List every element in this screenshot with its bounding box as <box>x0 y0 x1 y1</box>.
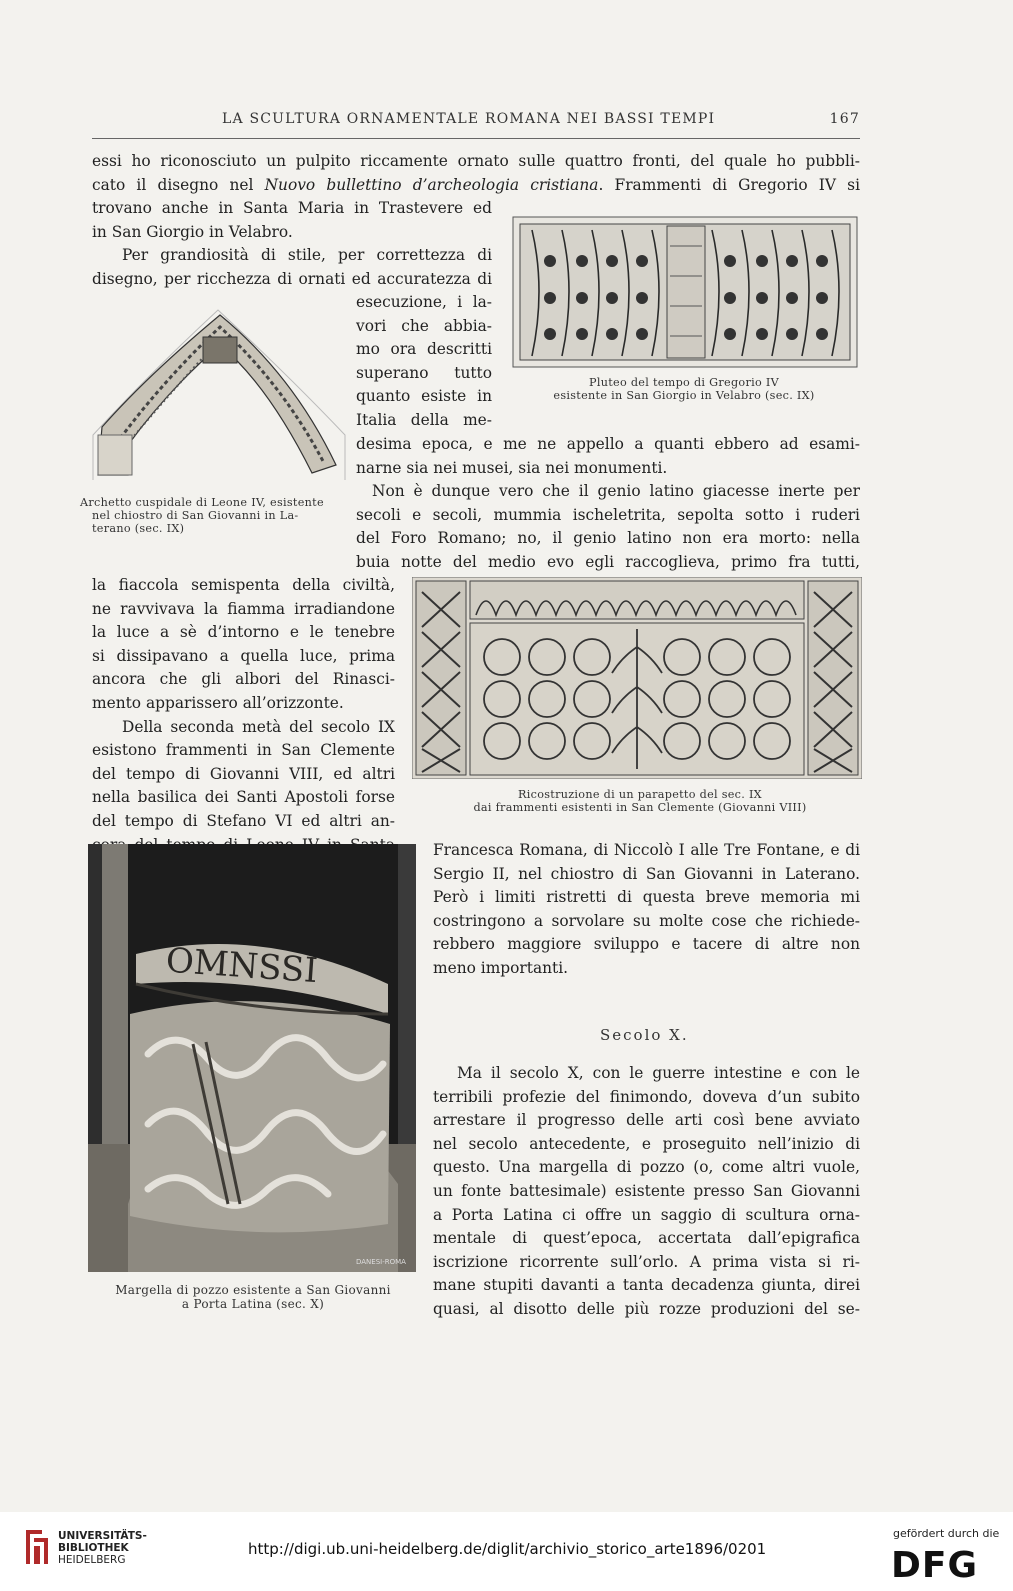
text-run: cato il disegno nel <box>92 175 265 194</box>
text-line: essi ho riconosciuto un pulpito riccamente ornato sulle quattro fronti, del quale ho pubbli- <box>92 152 860 170</box>
funding-note: gefördert durch die <box>893 1527 1000 1540</box>
text-line: quasi, al disotto delle più rozze produzioni del se- <box>433 1299 860 1318</box>
caption-line: terano (sec. IX) <box>92 522 185 535</box>
text-line: vori che abbia- <box>356 316 492 335</box>
text-line: buia notte del medio evo egli raccoglieva, primo fra tutti, <box>356 552 860 571</box>
running-title: LA SCULTURA ORNAMENTALE ROMANA NEI BASSI TEMPI <box>222 111 716 127</box>
pluteo-caption <box>508 376 860 402</box>
text-block-narrow <box>356 291 492 433</box>
text-line: mane stupiti davanti a tanta decadenza giunta, direi <box>433 1276 860 1295</box>
text-line: Ma il secolo X, con le guerre intestine e con le <box>457 1064 860 1082</box>
page-number: 167 <box>829 111 860 127</box>
text-line: Francesca Romana, di Niccolò I alle Tre Fontane, e di <box>433 841 860 859</box>
text-line: arrestare il progresso delle arti così bene avviato <box>433 1111 860 1130</box>
text-line: Italia della me- <box>356 410 492 429</box>
text-block-right-1 <box>356 433 860 575</box>
journal-title: Nuovo bullettino d’archeologia cristiana <box>264 175 599 194</box>
text-line: nella basilica dei Santi Apostoli forse <box>92 788 395 807</box>
text-line: Non è dunque vero che il genio latino giacesse inerte per <box>372 482 860 501</box>
text-block-left-1 <box>92 197 492 291</box>
text-line: quanto esiste in <box>356 387 492 406</box>
text-line: secoli e secoli, mummia ischeletrita, sepolta sotto i ruderi <box>356 505 860 524</box>
photo-credit: DANESI-ROMA <box>356 1258 406 1266</box>
library-line: HEIDELBERG <box>58 1554 126 1566</box>
text-line: la fiaccola semispenta della civiltà, <box>92 576 395 594</box>
text-line: Della seconda metà del secolo IX <box>122 717 395 736</box>
library-line: UNIVERSITÄTS- <box>58 1530 147 1542</box>
text-line: ne ravvivava la fiamma irradiandone <box>92 599 395 618</box>
text-line: iscrizione ricorrente sull’orlo. A prima vista si ri- <box>433 1252 860 1271</box>
text-line: rebbero maggiore sviluppo e tacere di altre non <box>433 935 860 954</box>
permalink[interactable]: http://digi.ub.uni-heidelberg.de/diglit/archivio_storico_arte1896/0201 <box>248 1540 767 1558</box>
text-line: terribili profezie del finimondo, doveva d’un subito <box>433 1087 860 1106</box>
text-line: narne sia nei musei, sia nei monumenti. <box>356 458 668 477</box>
text-line: esecuzione, i la- <box>356 293 492 311</box>
text-line: meno importanti. <box>433 958 569 977</box>
text-line: nel secolo antecedente, e proseguito nell’inizio di <box>433 1134 860 1153</box>
dfg-logo: DFG <box>891 1545 979 1586</box>
header-rule <box>92 138 860 139</box>
text-line: la luce a sè d’intorno e le tenebre <box>92 623 395 642</box>
parapetto-figure <box>412 577 862 779</box>
text-line: costringono a sorvolare su molte cose che richiede- <box>433 911 860 930</box>
text-line: un fonte battesimale) esistente presso San Giovanni <box>433 1181 860 1200</box>
text-line: si dissipavano a quella luce, prima <box>92 646 395 665</box>
caption-line: Ricostruzione di un parapetto del sec. IX <box>518 788 762 801</box>
text-line: del tempo di Stefano VI ed altri an- <box>92 811 395 830</box>
text-block-right-3 <box>433 1062 860 1322</box>
caption-line: dai frammenti esistenti in San Clemente (Giovanni VIII) <box>473 801 807 814</box>
text-line: disegno, per ricchezza di ornati ed accuratezza di <box>92 269 492 288</box>
pluteo-figure <box>512 216 858 368</box>
caption-line: nel chiostro di San Giovanni in La- <box>92 509 299 522</box>
caption-line: Pluteo del tempo di Gregorio IV <box>589 376 779 389</box>
margella-caption <box>88 1283 418 1311</box>
text-line: mo ora descritti <box>356 340 492 359</box>
text-line: Sergio II, nel chiostro di San Giovanni in Laterano. <box>433 864 860 883</box>
section-heading: Secolo X. <box>600 1026 689 1044</box>
caption-line: Margella di pozzo esistente a San Giovanni <box>115 1283 391 1297</box>
parapetto-caption <box>420 788 860 814</box>
text-run: . Frammenti di Gregorio IV si <box>598 175 860 194</box>
text-line: Per grandiosità di stile, per correttezza di <box>122 246 492 265</box>
caption-line: Archetto cuspidale di Leone IV, esistente <box>80 496 324 509</box>
text-line: desima epoca, e me ne appello a quanti ebbero ad esami- <box>356 435 860 453</box>
university-library-logo-icon <box>22 1526 52 1568</box>
inscription-text: OMNSSI <box>164 940 319 992</box>
text-line: mento apparissero all’orizzonte. <box>92 693 344 712</box>
text-line: a Porta Latina ci offre un saggio di scultura orna- <box>433 1205 860 1224</box>
text-line: del Foro Romano; no, il genio latino non era morto: nella <box>356 529 860 548</box>
text-line: questo. Una margella di pozzo (o, come altri vuole, <box>433 1158 860 1177</box>
text-line: in San Giorgio in Velabro. <box>92 222 293 241</box>
text-line: mentale di quest’epoca, accertata dall’epigrafica <box>433 1229 860 1248</box>
archetto-figure <box>88 305 350 485</box>
text-block-right-2 <box>433 839 860 981</box>
text-line: esistono frammenti in San Clemente <box>92 741 395 760</box>
archetto-caption <box>80 496 352 535</box>
library-line: BIBLIOTHEK <box>58 1542 129 1554</box>
text-line: superano tutto <box>356 363 492 382</box>
text-line: ancora che gli albori del Rinasci- <box>92 670 395 689</box>
text-line: trovano anche in Santa Maria in Trastevere ed <box>92 199 492 217</box>
margella-photo <box>88 844 416 1272</box>
text-line: Però i limiti ristretti di questa breve memoria mi <box>433 888 860 907</box>
text-line <box>92 174 860 198</box>
library-name <box>58 1530 147 1566</box>
text-block-top <box>92 150 860 197</box>
caption-line: a Porta Latina (sec. X) <box>181 1297 325 1311</box>
text-line: del tempo di Giovanni VIII, ed altri <box>92 764 395 783</box>
text-block-left-2 <box>92 574 395 857</box>
caption-line: esistente in San Giorgio in Velabro (sec. IX) <box>553 389 815 402</box>
